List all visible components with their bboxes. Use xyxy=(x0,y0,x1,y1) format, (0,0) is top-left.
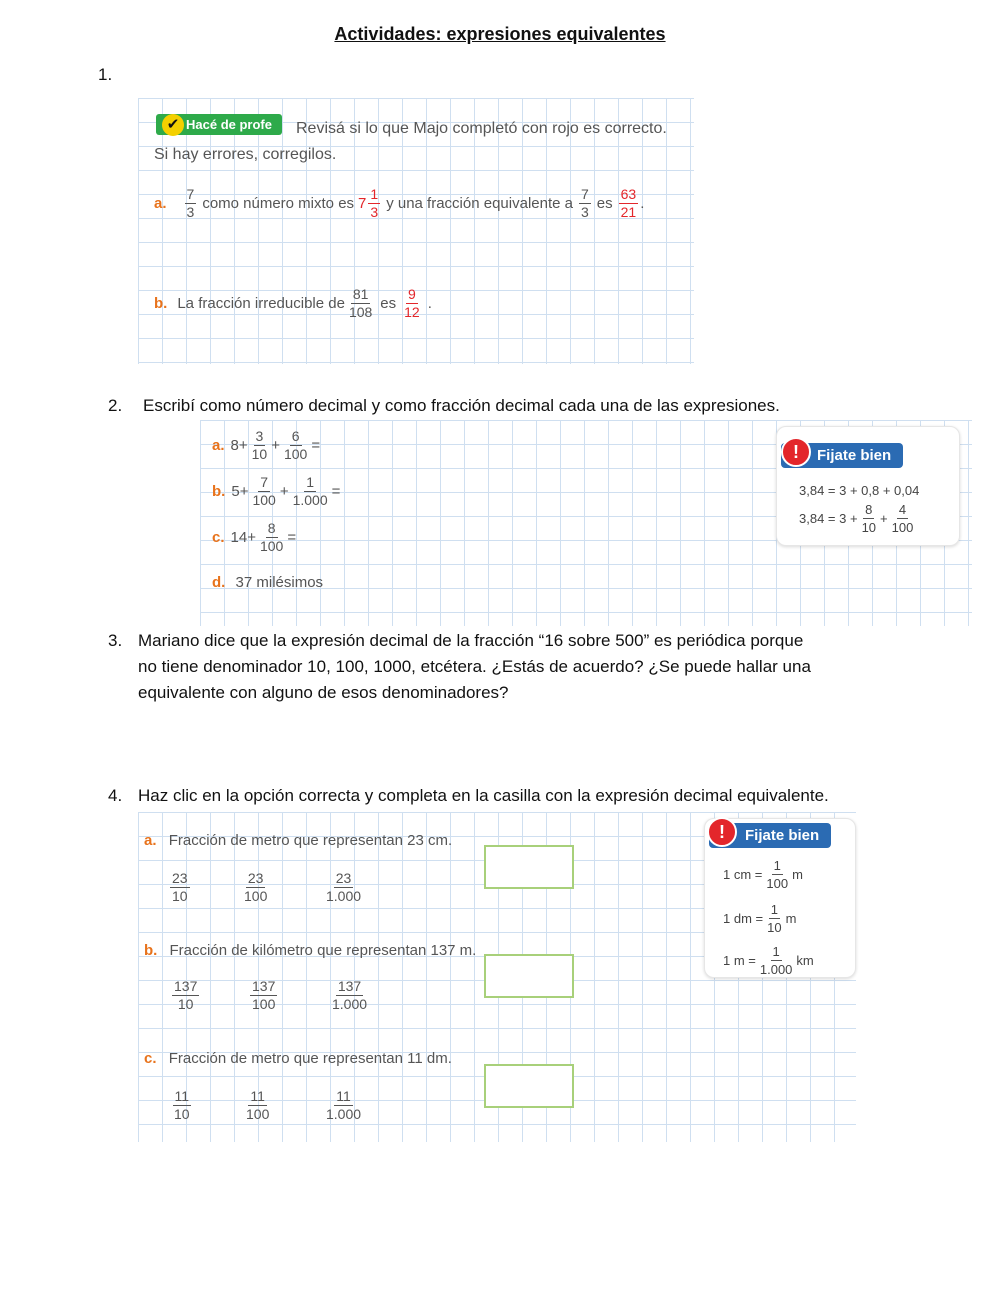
fraction: $\frac{1}{10}$ xyxy=(767,902,782,935)
q2-text: Escribí como número decimal y como fracción decimal cada una de las expresiones. xyxy=(143,396,780,415)
q1-item-a: a. $\frac{7}{3}$ como número mixto es 7 $\frac{1}{3}$ y una fracción equivalente a $\frac{7}{3}$ es $\frac{63}{21}$ . xyxy=(154,186,645,220)
fraction: $\frac{4}{100}$ xyxy=(891,502,914,535)
tip-line-1: 3,84 = 3 + 0,8 + 0,04 xyxy=(799,483,920,498)
fraction: $\frac{7}{100}$ xyxy=(252,474,276,508)
tip-row-dm: 1 dm = $\frac{1}{10}$ m xyxy=(723,902,797,935)
item-letter: a. xyxy=(154,195,167,212)
option-a-2[interactable]: $\frac{23}{100}$ xyxy=(244,870,268,904)
option-b-1[interactable]: $\frac{137}{10}$ xyxy=(174,978,198,1012)
exclamation-icon: ! xyxy=(781,437,811,467)
fraction: $\frac{8}{10}$ xyxy=(861,502,877,535)
tip-title: Fijate bien xyxy=(781,443,903,468)
option-a-1[interactable]: $\frac{23}{10}$ xyxy=(172,870,188,904)
q3-line-2: no tiene denominador 10, 100, 1000, etcétera. ¿Estás de acuerdo? ¿Se puede hallar una xyxy=(138,657,811,676)
q3-number: 3. xyxy=(108,631,123,650)
mixed-whole: 7 xyxy=(358,195,367,212)
option-a-3[interactable]: $\frac{23}{1.000}$ xyxy=(326,870,362,904)
tip-line-2: 3,84 = 3 + $\frac{8}{10}$ + $\frac{4}{100}$ xyxy=(799,502,914,535)
option-c-3[interactable]: $\frac{11}{1.000}$ xyxy=(326,1088,362,1122)
mixed-fraction: $\frac{1}{3}$ xyxy=(370,186,379,220)
q2-image xyxy=(200,420,972,626)
item-text: como número mixto es xyxy=(202,195,355,212)
fraction: $\frac{1}{100}$ xyxy=(766,858,789,891)
q2-number: 2. xyxy=(108,396,123,415)
fraction: $\frac{8}{100}$ xyxy=(259,520,284,554)
answer-fraction: $\frac{63}{21}$ xyxy=(620,186,637,220)
answer-input-b[interactable] xyxy=(484,954,574,998)
option-b-3[interactable]: $\frac{137}{1.000}$ xyxy=(332,978,368,1012)
item-text: es xyxy=(380,295,397,312)
units-tip-card xyxy=(704,818,856,978)
exclamation-icon: ! xyxy=(707,817,737,847)
page-title: Actividades: expresiones equivalentes xyxy=(334,24,666,44)
q1-item-b: b. La fracción irreducible de $\frac{81}{108}$ es $\frac{9}{12}$ . xyxy=(154,286,432,320)
option-c-1[interactable]: $\frac{11}{10}$ xyxy=(174,1088,190,1122)
answer-input-c[interactable] xyxy=(484,1064,574,1108)
fraction: $\frac{81}{108}$ xyxy=(348,286,373,320)
q1-instruction-2: Si hay errores, corregilos. xyxy=(154,146,337,163)
item-text: y una fracción equivalente a xyxy=(386,195,573,212)
badge-label: Hacé de profe xyxy=(156,114,282,135)
fraction: $\frac{1}{1.000}$ xyxy=(292,474,328,508)
q4-number: 4. xyxy=(108,786,123,805)
q2-item-c: c. 14 + $\frac{8}{100}$ = xyxy=(212,520,297,554)
q2-item-d: d. 37 milésimos xyxy=(212,574,324,591)
q4-image xyxy=(138,812,856,1142)
q1-number: 1. xyxy=(98,65,113,84)
q2-item-a: a. 8 + $\frac{3}{10}$ + $\frac{6}{100}$ = xyxy=(212,428,321,462)
q4-item-c-prompt: c. Fracción de metro que representan 11 dm. xyxy=(144,1050,452,1067)
fraction: $\frac{3}{10}$ xyxy=(251,428,268,462)
q1-image xyxy=(138,98,694,364)
item-letter: b. xyxy=(154,295,168,312)
item-text: La fracción irreducible de xyxy=(177,295,345,312)
fraction: $\frac{7}{3}$ xyxy=(580,186,589,220)
q3-line-1: Mariano dice que la expresión decimal de la fracción “16 sobre 500” es periódica porque xyxy=(138,631,804,650)
q4-item-b-prompt: b. Fracción de kilómetro que representan 137 m. xyxy=(144,942,477,959)
q4-item-a-prompt: a. Fracción de metro que representan 23 cm. xyxy=(144,832,453,849)
item-text: es xyxy=(596,195,613,212)
check-icon: ✔ xyxy=(162,114,184,136)
tip-row-cm: 1 cm = $\frac{1}{100}$ m xyxy=(723,858,803,891)
tip-title: Fijate bien xyxy=(709,823,831,848)
option-c-2[interactable]: $\frac{11}{100}$ xyxy=(246,1088,270,1122)
fraction: $\frac{7}{3}$ xyxy=(186,186,195,220)
q1-instruction: Revisá si lo que Majo completó con rojo es correcto. xyxy=(296,120,667,137)
tip-row-m: 1 m = $\frac{1}{1.000}$ km xyxy=(723,944,814,977)
q2-item-b: b. 5 + $\frac{7}{100}$ + $\frac{1}{1.000}$ = xyxy=(212,474,341,508)
tip-card xyxy=(776,426,960,546)
fraction: $\frac{6}{100}$ xyxy=(283,428,308,462)
q3-line-3: equivalente con alguno de esos denominadores? xyxy=(138,683,509,702)
option-b-2[interactable]: $\frac{137}{100}$ xyxy=(252,978,276,1012)
answer-input-a[interactable] xyxy=(484,845,574,889)
q4-text: Haz clic en la opción correcta y completa en la casilla con la expresión decimal equivalente. xyxy=(138,786,829,805)
q3-text xyxy=(138,628,811,706)
answer-fraction: $\frac{9}{12}$ xyxy=(404,286,420,320)
fraction: $\frac{1}{1.000}$ xyxy=(759,944,793,977)
